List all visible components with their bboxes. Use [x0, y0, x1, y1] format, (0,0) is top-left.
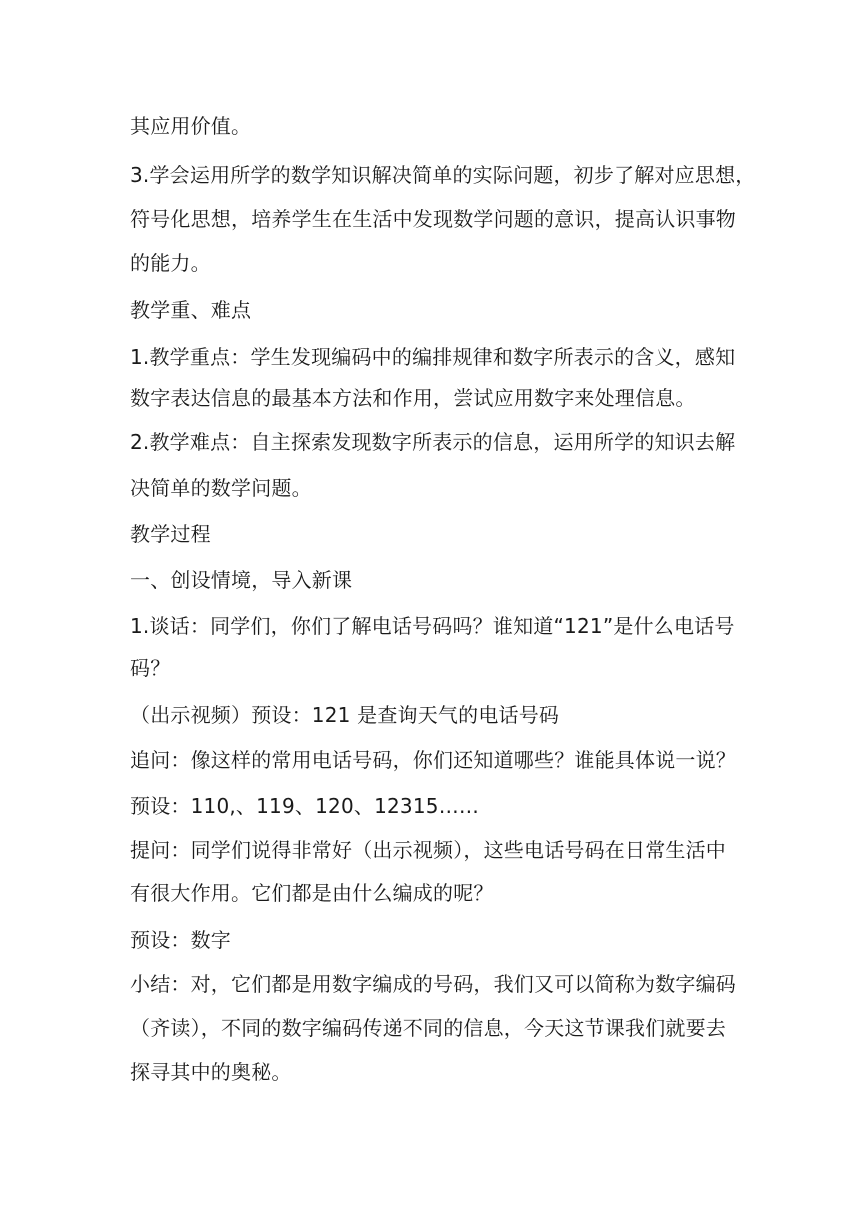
text-line: 追问：像这样的常用电话号码，你们还知道哪些？谁能具体说一说？	[130, 748, 736, 772]
text-line: 决简单的数学问题。	[130, 476, 312, 500]
text-line: 小结：对，它们都是用数字编成的号码，我们又可以简称为数字编码	[130, 972, 736, 996]
text-line: 探寻其中的奥秘。	[130, 1060, 292, 1084]
text-line: 预设：数字	[130, 928, 231, 952]
text-line: 提问：同学们说得非常好（出示视频），这些电话号码在日常生活中	[130, 838, 726, 862]
text-line: 有很大作用。它们都是由什么编成的呢？	[130, 881, 494, 905]
text-line: 预设：110,、119、120、12315……	[130, 794, 480, 818]
text-line: 符号化思想，培养学生在生活中发现数学问题的意识，提高认识事物	[130, 207, 736, 231]
text-line: 2.教学难点：自主探索发现数字所表示的信息，运用所学的知识去解	[130, 430, 736, 454]
section-heading: 教学过程	[130, 522, 211, 546]
text-line: 数字表达信息的最基本方法和作用，尝试应用数字来处理信息。	[130, 386, 696, 410]
subsection-heading: 一、创设情境，导入新课	[130, 568, 353, 592]
text-line: 1.谈话：同学们，你们了解电话号码吗？谁知道“121”是什么电话号	[130, 614, 735, 638]
text-line: 1.教学重点：学生发现编码中的编排规律和数字所表示的含义，感知	[130, 345, 736, 369]
text-line: 其应用价值。	[130, 114, 252, 138]
text-line: （齐读），不同的数字编码传递不同的信息，今天这节课我们就要去	[130, 1016, 726, 1040]
text-line: 码？	[130, 656, 171, 680]
section-heading: 教学重、难点	[130, 298, 252, 322]
text-line: 3.学会运用所学的数学知识解决简单的实际问题，初步了解对应思想，	[130, 163, 756, 187]
text-line: 的能力。	[130, 251, 211, 275]
text-line: （出示视频）预设：121 是查询天气的电话号码	[130, 703, 560, 727]
